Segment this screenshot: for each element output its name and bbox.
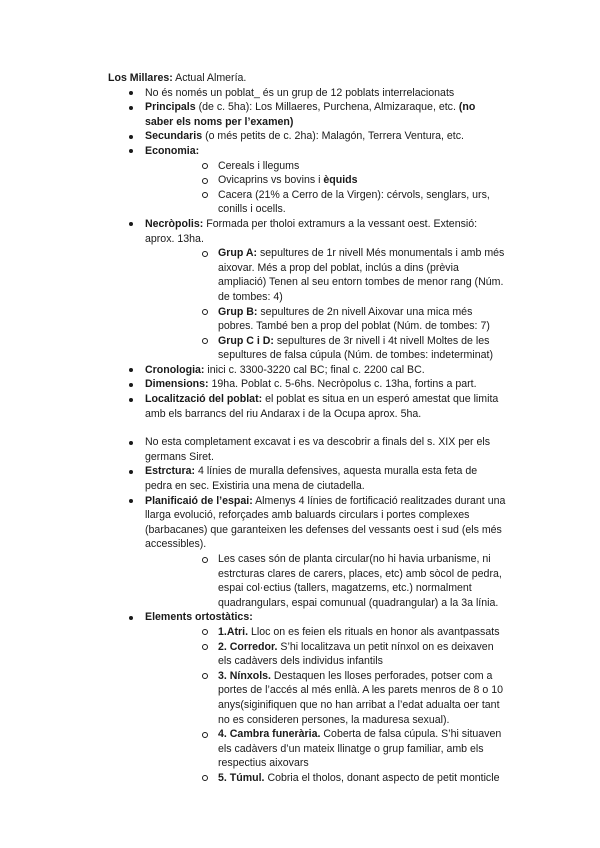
item-label: Dimensions: xyxy=(145,378,209,391)
title-text: Actual Almería. xyxy=(172,72,247,84)
item-text: Lloc on es feien els rituals en honor als avantpassats xyxy=(248,625,500,638)
item-label: Elements ortostàtics: xyxy=(145,611,253,624)
item-text: S’hi localitzava un petit nínxol on es deixaven els cadàvers dels individus infantils xyxy=(218,640,494,668)
list-item xyxy=(108,363,506,378)
item-text: Destaquen les lloses perforades, potser com a portes de l’accés al més enllà. A les parets menros de 8 o 10 anys(siginifiquen que no han arribat a l’edat adualta oer tant no es consideren persones, la maduresa sexual). xyxy=(218,669,504,726)
item-label: 5. Túmul. xyxy=(218,771,265,784)
sub-list-item xyxy=(181,159,506,174)
sub-list-item xyxy=(181,771,506,786)
item-bold-text: (no saber els noms per l’examen) xyxy=(145,101,476,128)
item-text: (o més petits de c. 2ha): Malagón, Terrera Ventura, etc. xyxy=(202,130,464,143)
sub-bullet-list xyxy=(181,159,506,217)
list-item xyxy=(108,464,506,493)
item-text: sepultures de 3r nivell i 4t nivell Moltes de les sepultures de falsa cúpula (Núm. de tombes: indeterminat) xyxy=(218,334,493,362)
sub-list-item xyxy=(181,246,506,304)
item-label: 1.Atri. xyxy=(218,625,249,638)
section-spacer xyxy=(108,421,506,435)
list-item xyxy=(108,377,506,392)
item-label: Necròpolis: xyxy=(145,217,204,230)
item-text: el poblat es situa en un esperó amestat que limita amb els barrancs del riu Andarax i de la Ocupa aprox. 5ha. xyxy=(145,393,499,420)
item-label: Planificaió de l’espai: xyxy=(145,494,253,507)
sub-bullet-list xyxy=(181,246,506,363)
main-bullet-list xyxy=(108,86,506,422)
item-label: Estrctura: xyxy=(145,465,196,478)
list-item xyxy=(108,435,506,464)
list-item xyxy=(108,610,506,785)
list-item xyxy=(108,392,506,421)
item-text: Cacera (21% a Cerro de la Virgen): cérvols, senglars, urs, conills i ocells. xyxy=(218,188,490,216)
title-label: Los Millares: xyxy=(108,72,173,84)
list-item xyxy=(108,217,506,363)
sub-list-item xyxy=(181,727,506,771)
item-text: Almenys 4 línies de fortificació realitzades durant una llarga evolució, reforçades amb baluards circulars i portes complexes (barbacanes) que garanteixen les defenses del vessants oest i sud (els més accessibles). xyxy=(145,494,506,551)
sub-list-item xyxy=(181,640,506,669)
item-label: Cronologia: xyxy=(145,363,205,376)
list-item xyxy=(108,100,506,129)
item-text: Ovicaprins vs bovins i xyxy=(218,174,324,187)
page-title xyxy=(108,71,506,86)
item-text: sepultures de 2n nivell Aixovar una mica més pobres. També ben a prop del poblat (Núm. de tombes: 7) xyxy=(218,305,490,333)
list-item xyxy=(108,129,506,144)
item-text: No esta completament excavat i es va descobrir a finals del s. XIX per els germans Siret. xyxy=(145,436,491,463)
sub-list-item xyxy=(181,305,506,334)
second-bullet-list xyxy=(108,435,506,785)
notes-content xyxy=(108,71,506,786)
item-label: Economia: xyxy=(145,144,200,157)
item-text: Les cases són de planta circular(no hi havia urbanisme, ni estrcturas clares de carers, places, etc) amb sòcol de pedra, espai col·ectius (tallers, magatzems, etc.) normalment quadrangulars, espai comunual (quadrangular) a la 3a línia. xyxy=(218,553,502,609)
item-label: 2. Corredor. xyxy=(218,640,278,653)
item-label: Grup C i D: xyxy=(218,334,274,347)
sub-list-item xyxy=(181,669,506,727)
item-text: No és només un poblat_ és un grup de 12 poblats interrelacionats xyxy=(145,86,455,99)
item-label: 3. Nínxols. xyxy=(218,669,271,682)
list-item xyxy=(108,144,506,217)
sub-list-item xyxy=(181,625,506,640)
sub-list-item xyxy=(181,188,506,217)
sub-list-item xyxy=(181,334,506,363)
item-text: sepultures de 1r nivell Més monumentals i amb més aixovar. Més a prop del poblat, inclús a dins (prèvia ampliació) Tenen al seu entorn tombes de menor rang (Núm. de tombes: 4) xyxy=(218,247,505,303)
item-text: Formada per tholoi extramurs a la vessant oest. Extensió: aprox. 13ha. xyxy=(145,217,478,245)
list-item xyxy=(108,494,506,611)
sub-list-item xyxy=(181,552,506,610)
item-label: Grup A: xyxy=(218,247,258,260)
item-label: Principals xyxy=(145,101,196,114)
item-label: 4. Cambra funerària. xyxy=(218,728,321,741)
item-text: 4 línies de muralla defensives, aquesta muralla esta feta de pedra en sec. Existiria una mena de ciutadella. xyxy=(145,465,478,493)
item-text: 19ha. Poblat c. 5-6hs. Necròpolus c. 13ha, fortins a part. xyxy=(208,378,477,391)
sub-bullet-list xyxy=(181,552,506,610)
item-label: Secundaris xyxy=(145,130,203,143)
list-item xyxy=(108,86,506,101)
item-text: Cereals i llegums xyxy=(218,159,300,172)
item-text: (de c. 5ha): Los Millaeres, Purchena, Almizaraque, etc. xyxy=(195,101,459,114)
item-label: Localització del poblat: xyxy=(145,393,263,406)
item-bold-text: èquids xyxy=(323,174,358,187)
sub-bullet-list xyxy=(181,625,506,786)
item-text: Cobria el tholos, donant aspecto de petit monticle xyxy=(264,771,500,784)
item-text: Coberta de falsa cúpula. S’hi situaven els cadàvers d’un mateix llinatge o grup familiar, amb els respectius aixovars xyxy=(218,728,502,770)
sub-list-item xyxy=(181,173,506,188)
item-label: Grup B: xyxy=(218,305,258,318)
item-text: inici c. 3300-3220 cal BC; final c. 2200 cal BC. xyxy=(204,363,425,376)
